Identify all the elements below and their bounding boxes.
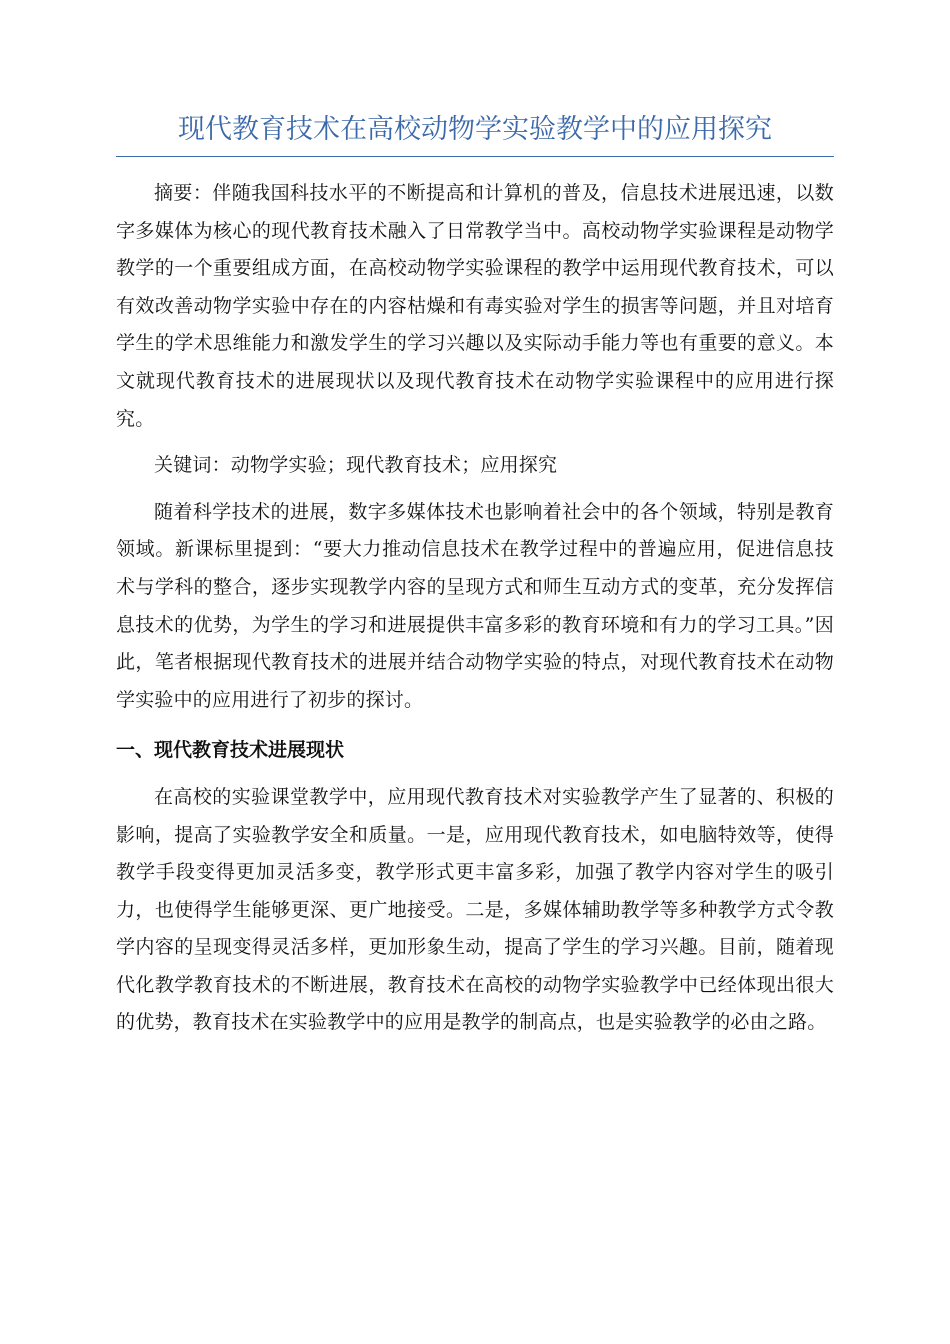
keywords-paragraph: 关键词：动物学实验；现代教育技术；应用探究 <box>154 454 558 477</box>
section-heading: 一、现代教育技术进展现状 <box>116 739 345 762</box>
document-title: 现代教育技术在高校动物学实验教学中的应用探究 <box>116 110 834 157</box>
section-body-paragraph: 在高校的实验课堂教学中，应用现代教育技术对实验教学产生了显著的、积极的影响，提高了实验教学安全和质量。一是，应用现代教育技术，如电脑特效等，使得教学手段变得更加灵活多变，教学形式更丰富多彩，加强了教学内容对学生的吸引力，也使得学生能够更深、更广地接受。二是，多媒体辅助教学等多种教学方式令教学内容的呈现变得灵活多样，更加形象生动，提高了学生的学习兴趣。目前，随着现代化教学教育技术的不断进展，教育技术在高校的动物学实验教学中已经体现出很大的优势，教育技术在实验教学中的应用是教学的制高点，也是实验教学的必由之路。 <box>116 785 834 1034</box>
intro-paragraph: 随着科学技术的进展，数字多媒体技术也影响着社会中的各个领域，特别是教育领域。新课标里提到：“要大力推动信息技术在教学过程中的普遍应用，促进信息技术与学科的整合，逐步实现教学内容的呈现方式和师生互动方式的变革，充分发挥信息技术的优势，为学生的学习和进展提供丰富多彩的教育环境和有力的学习工具。”因此，笔者根据现代教育技术的进展并结合动物学实验的特点，对现代教育技术在动物学实验中的应用进行了初步的探讨。 <box>116 500 834 711</box>
abstract-paragraph: 摘要：伴随我国科技水平的不断提高和计算机的普及，信息技术进展迅速，以数字多媒体为核心的现代教育技术融入了日常教学当中。高校动物学实验课程是动物学教学的一个重要组成方面，在高校动物学实验课程的教学中运用现代教育技术，可以有效改善动物学实验中存在的内容枯燥和有毒实验对学生的损害等问题，并且对培育学生的学术思维能力和激发学生的学习兴趣以及实际动手能力等也有重要的意义。本文就现代教育技术的进展现状以及现代教育技术在动物学实验课程中的应用进行探究。 <box>116 182 834 430</box>
document-page <box>116 110 834 1042</box>
